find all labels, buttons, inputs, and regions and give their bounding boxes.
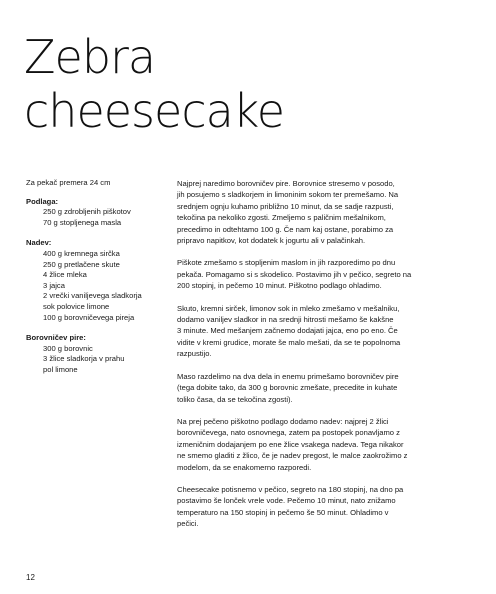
text-line: jih posujemo s sladkorjem in limoninim sokom ter premešamo. Na xyxy=(177,190,399,200)
ingredient-item: 250 g pretlačene skute xyxy=(43,259,120,269)
ingredient-item: 300 g borovnic xyxy=(43,343,93,353)
ingredient-item: 250 g zdrobljenih piškotov xyxy=(43,207,131,217)
instruction-paragraph xyxy=(177,371,457,405)
text-line: borovničevega, nato osnovnega, zatem pa postopek ponavljamo z xyxy=(177,428,400,438)
ingredient-item: 100 g borovničevega pireja xyxy=(43,312,135,322)
instruction-paragraph xyxy=(177,178,457,246)
ingredients-column xyxy=(26,178,166,386)
instruction-paragraph xyxy=(177,484,457,530)
text-line: Najprej naredimo borovničev pire. Borovnice stresemo v posodo, xyxy=(177,179,395,188)
recipe-title-line: cheesecake xyxy=(24,84,285,138)
text-line: Na prej pečeno piškotno podlago dodamo nadev: najprej 2 žlici xyxy=(177,416,389,426)
instruction-paragraph xyxy=(177,257,457,291)
text-line: vidite v kremi grudice, morate še malo mešati, da se te popolnoma xyxy=(177,337,401,347)
text-line: srednjem ognju kuhamo približno 10 minut, da se sadje razpusti, xyxy=(177,201,394,211)
ingredient-item: 3 jajca xyxy=(43,280,65,290)
ingredients-section-puree xyxy=(26,333,166,375)
text-line: tekočina pa nekoliko zgosti. Zmeljemo s paličnim mešalnikom, xyxy=(177,213,386,223)
text-line: (tega dobite tako, da 300 g borovnic zmešate, precedite in kuhate xyxy=(177,383,398,393)
text-line: toliko časa, da se tekočina zgosti). xyxy=(177,394,293,404)
text-line: 200 stopinj, in pečemo 10 minut. Piškotno podlago ohladimo. xyxy=(177,281,382,291)
ingredient-list xyxy=(26,249,166,323)
ingredient-list xyxy=(26,344,166,376)
text-line: precedimo in odtehtamo 100 g. Če nam kaj ostane, porabimo za xyxy=(177,224,394,234)
instruction-paragraph xyxy=(177,303,457,360)
recipe-title xyxy=(24,30,284,138)
text-line: 3 minute. Med mešanjem začnemo dodajati jajca, eno po eno. Če xyxy=(177,326,398,336)
text-line: dodamo vaniljev sladkor in na srednji hitrosti mešamo še kakšne xyxy=(177,315,394,325)
text-line: pekača. Pomagamo si s skodelico. Postavimo jih v pečico, segreto na xyxy=(177,269,412,279)
instruction-paragraph xyxy=(177,416,457,473)
text-line: Skuto, kremni sirček, limonov sok in mleko zmešamo v mešalniku, xyxy=(177,303,400,313)
text-line: ne smemo gladiti z žlico, če je nadev pregost, le malce zaokrožimo z xyxy=(177,451,408,461)
text-line: temperaturo na 150 stopinj in pečemo še 50 minut. Ohladimo v xyxy=(177,507,389,517)
ingredient-item: sok polovice limone xyxy=(43,301,110,311)
page-number: 12 xyxy=(26,573,35,582)
text-line: Piškote zmešamo s stopljenim maslom in jih razporedimo po dnu xyxy=(177,258,396,268)
recipe-title-line: Zebra xyxy=(24,30,156,84)
ingredients-section-filling xyxy=(26,238,166,323)
instructions-column xyxy=(177,178,457,541)
section-title: Borovničev pire: xyxy=(26,333,86,343)
section-title: Podlaga: xyxy=(26,196,59,206)
text-line: Maso razdelimo na dva dela in enemu primešamo borovničev pire xyxy=(177,371,399,381)
text-line: postavimo še lonček vrele vode. Pečemo 10 minut, nato znižamo xyxy=(177,496,396,506)
text-line: pečici. xyxy=(177,519,199,529)
ingredients-section-base xyxy=(26,197,166,229)
text-line: pripravo napitkov, kot dodatek k jogurtu ali v palačinkah. xyxy=(177,236,366,246)
ingredient-list xyxy=(26,207,166,228)
text-line: modelom, da se enakomerno razporedi. xyxy=(177,462,312,472)
pan-size-note: Za pekač premera 24 cm xyxy=(26,178,111,187)
ingredient-item: 2 vrečki vaniljevega sladkorja xyxy=(43,291,142,301)
ingredient-item: 3 žlice sladkorja v prahu xyxy=(43,354,125,364)
text-line: izmeničnim dodajanjem po ene žlice vsakega nadeva. Tega nikakor xyxy=(177,439,404,449)
ingredient-item: 4 žlice mleka xyxy=(43,270,87,280)
ingredient-item: 400 g kremnega sirčka xyxy=(43,248,120,258)
text-line: Cheesecake potisnemo v pečico, segreto na 180 stopinj, na dno pa xyxy=(177,484,404,494)
section-title: Nadev: xyxy=(26,238,52,248)
ingredient-item: pol limone xyxy=(43,364,78,374)
text-line: razpustijo. xyxy=(177,349,212,359)
ingredient-item: 70 g stopljenega masla xyxy=(43,217,122,227)
